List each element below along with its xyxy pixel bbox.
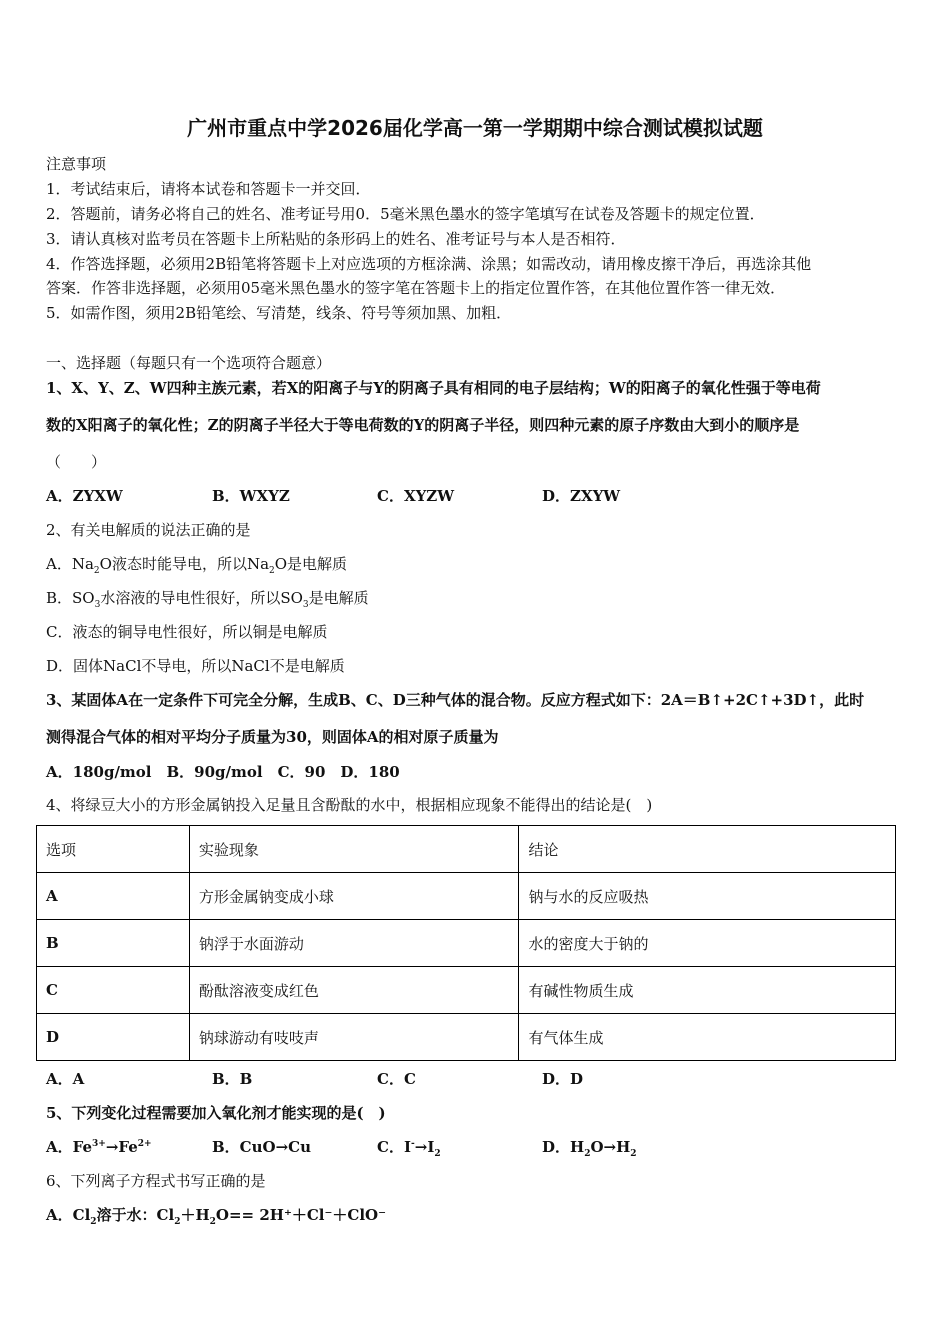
exam-title: 广州市重点中学2026届化学高一第一学期期中综合测试模拟试题 [187, 116, 763, 140]
q4-option-b[interactable]: B．B [212, 1070, 253, 1088]
q4-option-a[interactable]: A．A [46, 1070, 85, 1088]
q4-option-c[interactable]: C．C [377, 1070, 416, 1088]
table-cell: C [37, 967, 190, 1014]
section-heading: 一、选择题（每题只有一个选项符合题意） [46, 354, 332, 372]
q3-stem-line-1: 3、某固体A在一定条件下可完全分解，生成B、C、D三种气体的混合物。反应方程式如下：2A＝B↑+2C↑+3D↑，此时 [46, 691, 865, 709]
table-cell: D [37, 1014, 190, 1061]
notice-item-4-cont: 答案．作答非选择题，必须用05毫米黑色墨水的签字笔在答题卡上的指定位置作答，在其他位置作答一律无效． [46, 279, 786, 297]
q5-option-c[interactable]: C．$I^-\to I_2$ [377, 1138, 441, 1159]
table-header-row [37, 826, 896, 873]
table-header-cell: 选项 [37, 826, 190, 873]
table-cell: 有气体生成 [519, 1014, 896, 1061]
q2-option-c[interactable]: C．液态的铜导电性很好，所以铜是电解质 [46, 623, 328, 641]
q1-option-a[interactable]: A．ZYXW [46, 487, 123, 505]
q5-option-d[interactable]: D．$H_2O\to H_2$ [542, 1138, 637, 1159]
notice-item-2: 2．答题前，请务必将自己的姓名、准考证号用0．5毫米黑色墨水的签字笔填写在试卷及答题卡的规定位置． [46, 205, 765, 223]
table-cell: 钠与水的反应吸热 [519, 873, 896, 920]
q4-stem: 4、将绿豆大小的方形金属钠投入足量且含酚酞的水中，根据相应现象不能得出的结论是( ) [46, 796, 653, 814]
table-cell: A [37, 873, 190, 920]
q2-option-d[interactable]: D．固体NaCl不导电，所以NaCl不是电解质 [46, 657, 345, 675]
table-cell: 有碱性物质生成 [519, 967, 896, 1014]
notice-item-4: 4．作答选择题，必须用2B铅笔将答题卡上对应选项的方框涂满、涂黑；如需改动，请用橡皮擦干净后，再选涂其他 [46, 255, 812, 273]
q2-stem: 2、有关电解质的说法正确的是 [46, 521, 251, 539]
notice-heading: 注意事项 [46, 155, 107, 173]
q1-stem-line-2: 数的X阳离子的氧化性；Z的阴离子半径大于等电荷数的Y的阴离子半径，则四种元素的原子序数由大到小的顺序是 [46, 416, 800, 434]
notice-item-3: 3．请认真核对监考员在答题卡上所粘贴的条形码上的姓名、准考证号与本人是否相符． [46, 230, 626, 248]
q1-option-c[interactable]: C．XYZW [377, 487, 455, 505]
table-cell: 钠浮于水面游动 [189, 920, 519, 967]
q5-option-a[interactable]: A．$Fe^{3+}\to Fe^{2+}$ [46, 1138, 152, 1156]
notice-item-5: 5．如需作图，须用2B铅笔绘、写清楚，线条、符号等须加黑、加粗． [46, 304, 512, 322]
q2-option-a[interactable]: A．$Na_2O$液态时能导电，所以$Na_2O$是电解质 [46, 555, 348, 576]
q3-options[interactable]: A．180g/mol B．90g/mol C．90 D．180 [46, 763, 400, 781]
table-cell: 水的密度大于钠的 [519, 920, 896, 967]
table-header-cell: 结论 [519, 826, 896, 873]
q1-stem-line-3: （ ） [46, 453, 107, 471]
table-row [37, 873, 896, 920]
q5-option-b[interactable]: B．CuO→Cu [212, 1138, 312, 1156]
q5-stem: 5、下列变化过程需要加入氧化剂才能实现的是( ) [46, 1104, 386, 1122]
q4-table [36, 825, 896, 1061]
table-row [37, 1014, 896, 1061]
q1-option-b[interactable]: B．WXYZ [212, 487, 290, 505]
q1-option-d[interactable]: D．ZXYW [542, 487, 621, 505]
table-cell: 酚酞溶液变成红色 [189, 967, 519, 1014]
q3-stem-line-2: 测得混合气体的相对平均分子质量为30，则固体A的相对原子质量为 [46, 728, 499, 746]
q2-option-b[interactable]: B．$SO_3$水溶液的导电性很好，所以$SO_3$是电解质 [46, 589, 369, 610]
notice-item-1: 1．考试结束后，请将本试卷和答题卡一并交回． [46, 180, 371, 198]
q6-option-a[interactable]: A．$Cl_2$溶于水：$Cl_2+H_2O== 2H^++Cl^-+ClO^-$ [46, 1206, 387, 1227]
q6-stem: 6、下列离子方程式书写正确的是 [46, 1172, 266, 1190]
q1-stem-line-1: 1、X、Y、Z、W四种主族元素，若X的阳离子与Y的阴离子具有相同的电子层结构；W的阳离子的氧化性强于等电荷 [46, 379, 821, 397]
table-cell: B [37, 920, 190, 967]
table-row [37, 967, 896, 1014]
table-row [37, 920, 896, 967]
table-cell: 钠球游动有吱吱声 [189, 1014, 519, 1061]
q4-option-d[interactable]: D．D [542, 1070, 584, 1088]
table-header-cell: 实验现象 [189, 826, 519, 873]
table-cell: 方形金属钠变成小球 [189, 873, 519, 920]
